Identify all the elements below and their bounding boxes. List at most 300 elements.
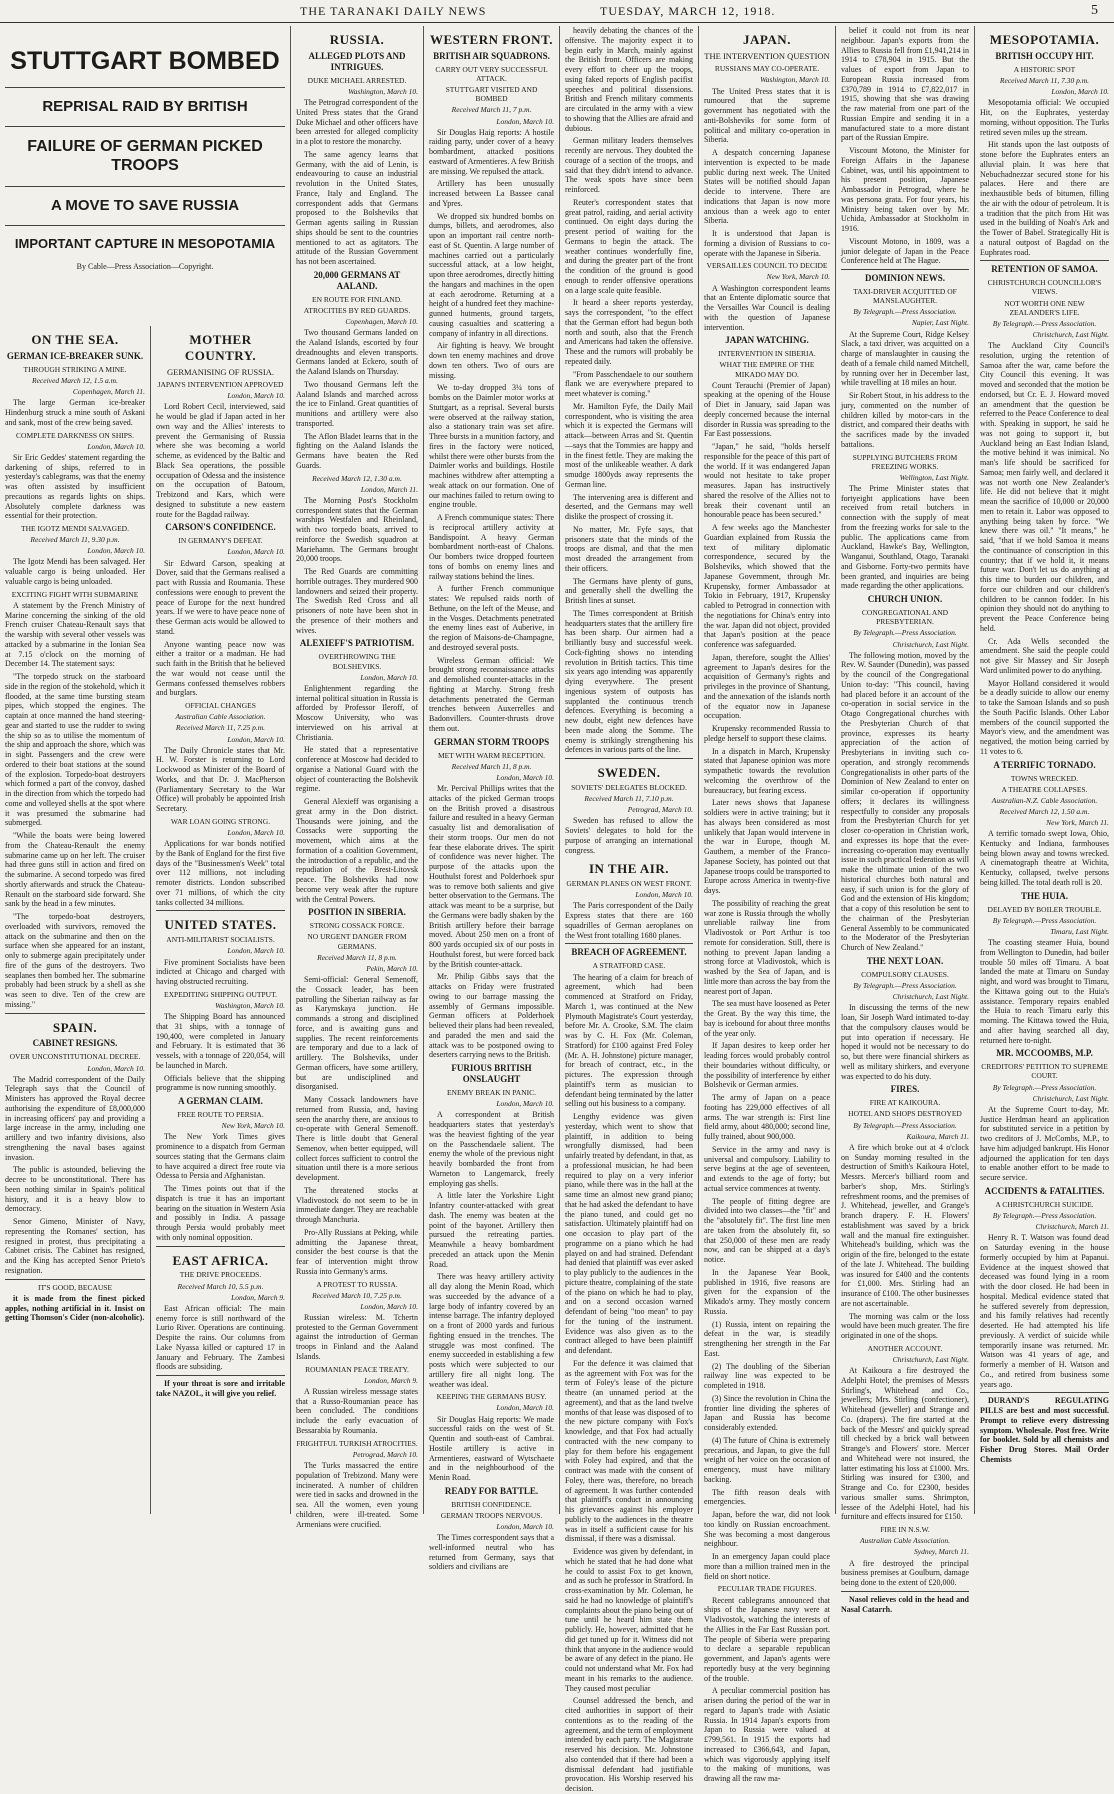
dateline: London, March 10. [496,116,554,126]
received-line: Received March 12, 1.30 a.m. [312,473,402,483]
paragraph: Sir Eric Geddes' statement regarding the darkening of ships, referred to in yesterday's cablegrams, was that the enemy was often assisted by insufficient precautions as regards lights on ships. Absolutely complete darkness was essential for their protection. [5,452,145,521]
paragraph: A few weeks ago the Manchester Guardian explained from Russia the text of military diplomatic correspondence, secured by the Bolsheviks, which showed that the Japanese Government, through Mr. Krupensky, former Ambassador at Tokio in February, 1917, Krupensky cabled to Petrograd in connection with the negotiations for China's entry into the war. Japan did not object, provided that Japan's position at the peace conference was safeguarded. [704,523,830,650]
paragraph: (4) The future of China is extremely precarious, and Japan, to give the full weight of her voice on the occasion of emergency, must have military backing. [704,1435,830,1484]
paragraph: Sir Edward Carson, speaking at Dover, said that the Germans realised a pact with Russia and Roumania. These confessions were enough to prevent the peace of Europe for the next hundred years. If we were to have peace none of these German acts would be allowed to stand. [156,558,285,636]
paragraph: The Times correspondent says that a well-informed neutral who has returned from Germany, says that soldiers and civilians are [429,1533,554,1572]
subheading: GERMAN TROOPS NERVOUS. [440,1510,543,1520]
received-line: Australian Cable Association. [175,712,266,722]
dateline: Napier, Last Night. [911,318,969,328]
paragraph: The coasting steamer Huia, bound from Wellington to Dunedin, had boiler trouble 50 miles off Timaru. A boat landed the mate at Timaru on Sunday night, and word was brought to Timaru, the Kittawa going out to the Huia's assistance. Temporary repairs enabled the Huia to reach Timaru early this morning. The Kittawa towed the Huia, and after having searched all day, returned here to-night. [980,938,1109,1045]
subheading: OFFICIAL CHANGES [185,701,256,711]
paragraph: The Shipping Board has announced that 31 ships, with a tonnage of 190,400, were completed in January and February. It is estimated that 36 vessels, with a tonnage of 220,054, will be launched in March. [156,1012,285,1070]
dateline: Kaikoura, March 11. [906,1131,969,1141]
subheading: HOTEL AND SHOPS DESTROYED [848,1109,962,1119]
paragraph: Two thousand Germans left the Aaland Islands and marched across the ice to Finland. Great quantities of munitions and artillery were also transported. [296,379,418,428]
subheading: EN ROUTE FOR FINLAND. [312,294,402,304]
advert-heading: IT'S GOOD, BECAUSE [37,1282,113,1292]
paragraph: A fire which broke out at 4 o'clock on Sunday morning resulted in the destruction of Smith's Kaikoura Hotel, Messrs. Mercer's billiard room and barber's shop, Mrs. Stirling's refreshment rooms, and the premises of J. Whitehead, jeweller, and Grange's branch drapery. F. H. Flowers' establishment was saved by a brick wall and the manual fire extinguisher. Whitehead's building, which was the origin of the fire, belonged to the estate of the late J. Whitehead. The building was insured for £400 and the contents for £1,000. Mrs. Stirling had an insurance of £100. The other businesses are not ascertainable. [841,1142,969,1308]
paragraph: Mesopotamia official: We occupied Hit, on the Euphrates, yesterday morning, without opposition. The Turks retired seven miles up the stream. [980,98,1109,137]
column-1 [0,326,150,1514]
paragraph: In a dispatch in March, Krupensky stated that Japanese opinion was more sympathetic towards the revolution welcoming the overthrow of the bureaucracy, but fearing excess. [704,746,830,795]
divider [5,1013,145,1014]
received-line: Received March 11, 8 p.m. [317,952,397,962]
paragraph: (1) Russia, intent on repairing the defeat in the war, is steadily strengthening her strength in the Far East. [704,1319,830,1358]
dateline: London, March 10. [1051,87,1109,97]
column-6 [699,26,835,1784]
paragraph: The Times points out that if the dispatch is true it has an important bearing on the situation in Western Asia and possibly in India. A passage through Persia would probably meet with only nominal opposition. [156,1184,285,1242]
paragraph: Air fighting is heavy. We brought down ten enemy machines and drove down ten others. Two of ours are missing. [429,341,554,380]
page-number: 5 [1091,3,1098,18]
dateline: London, March 10. [496,1522,554,1532]
subheading: TOWNS WRECKED. [1010,773,1079,783]
paragraph: "From Passchendaele to our southern flank we are everywhere prepared to meet whatever is coming." [565,369,693,398]
lead-headline-3: FAILURE OF GERMAN PICKED TROOPS [27,137,263,175]
received-line: By Telegraph.—Press Association. [992,318,1097,328]
paragraph: Henry R. T. Watson was found dead on Saturday evening in the house formerly occupied by him at Papanui. Evidence at the inquest showed that deceased was found lying in a room with the door closed. He had been in hospital. Medical evidence stated that he suffered severely from depression, and his family relatives had recently deserted. He had attempted his life previously. A verdict of suicide while temporarily insane was returned. Mr. Watson was 41 years of age, and formerly a member of H. Watson and Co., and retired from business some years ago. [980,1233,1109,1389]
article-heading: BRITISH AIR SQUADRONS. [433,50,550,61]
article-heading: JAPAN WATCHING. [725,335,809,346]
received-line: Received March 11, 7.10 p.m. [584,794,674,803]
dateline: Washington, March 10. [215,1000,285,1010]
subheading: JAPAN'S INTERVENTION APPROVED [157,380,284,390]
paragraph: "The torpedo struck on the starboard side in the region of the stokehold, which it flooded, at the same time bursting steam pipes, which stopped the engines. The captain at once manned the hand steering-gear and started to use the rudder to swing the ship so as to utilise the momentum of the ship and approach the shore, which was in sight. Passengers and the crew were ordered to their boat stations at the sound of the explosion. Torpedo-boat destroyers which formed a part of the convoy, dashed in the direction from which the torpedo had come and volleyed shells at the spot where it was presumed the submarine had submerged. [5,672,145,828]
paragraph: Applications for war bonds notified by the Bank of England for the first five days of the "Businessmen's Week" total over 112 millions, not including remoter districts. London subscribed over 71 millions, of which the city tanks collected 34 millions. [156,839,285,907]
lead-headline-5: IMPORTANT CAPTURE IN MESOPOTAMIA [14,236,276,252]
article-heading: MR. MCCOOMBS, M.P. [996,1048,1093,1059]
paragraph: A further French communique states: We repulsed raids north of Bethune, on the left of the Meuse, and in the Vosges. Detachments penetrated the enemy lines east of Auberive, in the region of Maisons-de-Champagne, and destroyed several posts. [429,584,554,652]
article-heading: ACCIDENTS & FATALITIES. [984,1185,1105,1196]
paragraph: Krupensky recommended Russia to pledge herself to support these claims. [704,724,830,743]
paragraph: Many Cossack landowners have returned from Russia, and, having seen the anarchy there, are anxious to co-operate with General Semenoff. There is little doubt that General Semenov, when better equipped, will collect forces sufficient to control the situation until there is a more serious development. [296,1095,418,1183]
paragraph: The Germans have plenty of guns, and generally shell the dwelling the British lines at sunset. [565,576,693,605]
section-heading: SWEDEN. [597,765,661,780]
subheading: A STRATFORD CASE. [592,961,666,971]
subheading: RUSSIANS MAY CO-OPERATE. [714,64,820,74]
paragraph: Mr. Hamilton Fyfe, the Daily Mail correspondent, who is visiting the area which it is expected the Germans will attack—between Arras and St. Quentin—says that the Tommies are happy and in the finest fettle. They are making the most of the unlikeable weather. A dark smudge 1800yds away represents the German line. [565,401,693,489]
paragraph: Sir Douglas Haig reports: We made successful raids on the west of St. Quentin and south-east of Cambrai. Hostile artillery is active in Armentieres, eastward of Wytschaete and in the neighbourhood of the Menin Road. [429,1414,554,1483]
paragraph: Count Terauchi (Premier of Japan) speaking at the opening of the House of Diet in January, said Japan was deeply concerned because the internal disorder in Russia was spreading to the Far East possessions. [704,380,830,439]
paragraph: Two thousand Germans landed on the Aaland Islands, escorted by four dreadnoughts and eleven transports. Germans landed at Eckero, south of the Aaland Islands on Thursday. [296,328,418,377]
article-heading: ALEXIEFF'S PATRIOTISM. [299,638,415,649]
paragraph: (2) The doubling of the Siberian railway line was expected to be completed in 1918. [704,1361,830,1391]
paragraph: The Paris correspondent of the Daily Express states that there are 160 squadrilles of German aeroplanes on the West front totalling 1680 planes. [565,901,693,940]
article-heading: FURIOUS BRITISH ONSLAUGHT [451,1063,532,1085]
dateline: Copenhagen, March 11. [72,387,145,397]
article-heading: GERMAN ICE-BREAKER SUNK. [6,350,144,361]
dateline: London, March 10. [227,391,285,401]
subheading: SOVIETS' DELEGATES BLOCKED. [571,782,687,792]
article-heading: GERMAN STORM TROOPS [433,736,550,747]
subheading: DUKE MICHAEL ARRESTED. [307,75,407,85]
paragraph: Mayor Holland considered it would be a deadly suicide to allow our enemy to take the Samoan Islands and so push the South Pacific Islands. Other Labor members of the council supported the Mayor's view, and the amendment was negatived, the motion being carried by 11 votes to 6. [980,678,1109,756]
divider [565,758,693,759]
subheading: WAR LOAN GOING STRONG. [170,816,271,826]
paragraph: The following motion, moved by the Rev. W. Saunder (Dunedin), was passed by the council of the Congregational Union to-day: "This council, having had placed before it an account of the co-operation in social service in the Otago Congregational churches with the Presbyterian Church of that province, expresses its hearty appreciation of the action of Presbyterians in inviting such co-operation, and strongly recommends Congregationalists in other parts of the Dominion of New Zealand to enter on similar co-operation if opportunity offers; it declares its willingness respectfully to consider any proposals from the Presbyterian Church for yet closer co-operation in Christian work, and expresses its hope that the ever-increasing co-operation may eventually issue in such practical federation as will make the ultimate union of the two historical churches both natural and easy, if such union is for the glory of God and the extension of His kingdom; that a copy of this resolution be sent to the chairman of the Presbyterian General Assembly to be communicated to the Moderator of the Presbyterian Church of New Zealand." [841,650,969,953]
section-heading: JAPAN. [743,32,791,47]
dateline: London, March 10. [227,828,285,838]
subheading: WHAT THE EMPIRE OF THE MIKADO MAY DO. [719,360,815,379]
paragraph: Wireless German official: We brought strong reconnaissance attacks and demolished counter-attacks in the fighting at Marchy. Strong fresh detachments penetrated the German trenches between Auxerrelles and Badonvillers. Counter-thrusts drove them out. [429,655,554,733]
dateline: London, March 10. [496,1403,554,1413]
dateline: London, March 10. [227,547,285,557]
dateline: London, March 11. [360,484,418,494]
advert-text: it is made from the finest picked apples, nothing artificial in it. Insist on getting Thomson's Cider (non-alcoholic). [5,1293,145,1323]
paragraph: Counsel addressed the bench, and cited authorities in support of their contentions as to the reading of the agreement, and the term of employment intended by each party. The Magistrate reserved his decision. Mr. Johnstone also contended that if there had been a dismissal defendant had justifiable provocation. His Worship reserved his decision. [565,1696,693,1794]
paragraph: heavily debating the chances of the offensive. The majority expect it to begin early in March, mainly against the British front. Officers are making every effort to cheer up the troops, using faked reports of English pacifist speeches and political dissensions. British and French military comments are circulated in the army with a view to showing that the Allies are afraid and dubious. [565,26,693,133]
paragraph: A peculiar commercial position has arisen during the period of the war in regard to Japan's trade with Asiatic Russia. In 1914 Japan's exports from Japan to Russia were valued at £799,561. In 1915 the exports had increased to £366,643, and Japan, which was vigorously applying itself to the making of munitions, was drawing all the raw ma- [704,1686,830,1784]
article-heading: ALLEGED PLOTS AND INTRIGUES. [308,50,406,72]
subheading: STUTTGART VISITED AND BOMBED [445,85,538,104]
divider [5,126,285,127]
dateline: Pekin, March 10. [366,963,418,973]
subheading: FRIGHTFUL TURKISH ATROCITIES. [296,1438,418,1448]
dateline: Christchurch, Last Night. [1032,329,1109,339]
paragraph: Viscount Motono, the Minister for Foreign Affairs in the Japanese Cabinet, was, until his appointment to his present position, Japanese Ambassador in Petrograd, where he was persona grata. For four years, his Ministry being taken over by Mr. Uchida, Ambassador at Stockholm in 1916. [841,146,969,233]
section-heading: MOTHER COUNTRY. [184,332,257,363]
subheading: FIRE AT KAIKOURA. [869,1098,941,1108]
dateline: New York, March 10. [766,272,830,282]
subheading: EXPEDITING SHIPPING OUTPUT. [164,989,277,999]
subheading: OVERTHROWING THE BOLSHEVIKS. [318,652,396,671]
subheading: KEEPING THE GERMANS BUSY. [436,1392,547,1402]
divider [980,260,1109,261]
paragraph: Lengthy evidence was given yesterday, which went to show that plaintiff, in addition to being wrongfully dismissed, had been unfairly treated by defendant, in that, as a professional musician, he had been required to play on a very inferior piano, while there was in the hall at the same time an almost new grand piano; that he had asked the defendant to have the piano tuned, and could get no satisfaction. Ultimately plaintiff had on one occasion to play part of the programme on a piano which he had played on and had strained. Defendant had denied that plaintiff was ever asked to play publicly to the audiences in the picture theatre, complaining of the state of the piano on which he had to play, and on a second occasion warned defendant of being "too mean" to pay for the tuning of the instrument. Evidence was also given as to the contract alleged to have been plaintiff and defendant. [565,1112,693,1356]
paragraph: Hit stands upon the last outposts of stone before the Euphrates enters an alluvial plain. It was here that Nebuchadnezzar secured stone for his palaces. Here and there are inexhaustible beds of bitumen, filling the air with the odour of petroleum. It is a tradition that the pitch from Hit was used in the building of Noah's Ark and the Tower of Babel. Strategically Hit is a natural outpost of Bagdad on the Euphrates road. [980,140,1109,257]
subheading: ENEMY BREAK IN PANIC. [446,1088,537,1097]
subheading: OVER UNCONSTITUTIONAL DECREE. [9,1052,141,1062]
article-heading: CHURCH UNION. [867,594,943,605]
subheading: EXCITING FIGHT WITH SUBMARINE [11,589,139,599]
paragraph: At the Supreme Court to-day, Mr. Justice Herdman heard an application for substituted service in a petition by two creditors of J. McCombs, M.P., to have him adjudged bankrupt. His Honor adjourned the application for ten days to enable another effort to be made to secure service. [980,1104,1109,1183]
advert-text: Nasol relieves cold in the head and Nasal Catarrh. [841,1594,969,1614]
paragraph: Sir Douglas Haig reports: A hostile raiding party, under cover of a heavy bombardment, attacked positions eastward of Armentieres. A few British are missing. We repulsed the attack. [429,127,554,176]
paragraph: Semi-official: General Semenoff, the Cossack leader, has been patrolling the Siberian railway as far as Karymskaya junction. He commands a strong and disciplined force, and is awaiting guns and supplies. The recent reinforcements are temporary and due to a lack of artillery. The Bolsheviks, under German officers, have some artillery, but are undisciplined and disorganised. [296,975,418,1092]
dateline: London, March 10. [227,946,285,956]
paragraph: The threatened stocks at Vladivostock do not seem to be in immediate danger. They are reachable through Manchuria. [296,1185,418,1225]
subheading: THE IGOTZ MENDI SALVAGED. [21,524,129,534]
subheading: BRITISH CONFIDENCE. [451,1499,532,1509]
dateline: London, March 9. [231,1292,285,1302]
paragraph: Cr. Ada Wells seconded the amendment. She said the people could not give Sir Massey and Sir Joseph Ward unlimited power to do anything. [980,636,1109,675]
dateline: London, March 10. [635,890,693,900]
paragraph: Sweden has refused to allow the Soviets' delegates to hold for the purpose of arranging an international congress. [565,816,693,855]
paragraph: Sir Robert Stout, in his address to the jury, commented on the number of children killed by motor-cars in the district, and compared their deaths with the sacrifices made by the invaded battalions. [841,391,969,449]
dateline: London, March 10. [87,441,145,451]
received-line: Received March 11, 7.25 p.m. [175,723,266,733]
paragraph: "Japan," he said, "holds herself responsible for the peace of this part of the world. If it was endangered Japan would not hesitate to take proper measures. Japan has instructively shared the resolve of the Allies not to break their covenant until an honourable peace has been secured." [704,442,830,520]
subheading: ANTI-MILITARIST SOCIALISTS. [166,935,275,945]
subheading: STRONG COSSACK FORCE. [309,921,405,931]
paragraph: If Japan desires to keep order her leading forces would probably control their boundaries without difficulty, or the possibility of interference by either Bolshevik or German armies. [704,1041,830,1090]
subheading: MET WITH WARM RECEPTION. [437,750,546,760]
newspaper-title: THE TARANAKI DAILY NEWS [300,4,487,18]
paragraph: Mr. Percival Phillips writes that the attacks of the picked German troops on the British proved a disastrous failure and resulted in a heavy German casualty list and demoralisation of their storm troops. Our men do not fear these elaborate drives. The spirit of confidence was never higher. The purpose of the attacks upon the Houthulst forest and Polderhoek spur was to remove both salients and give better observation to the Germans. The attack was meant to be a surprise, but the Germans were badly shaken by the British artillery before their barrage moved. About 250 men on a front of 800 yards occupied six of our posts in Houthulst forest, but were forced back by the British counter-attack. [429,784,554,969]
dateline: Petrograd, March 10. [352,1449,418,1459]
article-heading: READY FOR BATTLE. [444,1485,539,1496]
received-line: By Telegraph.—Press Association. [992,1082,1097,1092]
column-4 [424,26,559,1572]
paragraph: The Daily Chronicle states that Mr. H. W. Forster is returning to Lord Lockwood as Minister of the Board of Works, and that Dr. J. MacPherson (Parliamentary Secretary to the War Office) will probably be appointed Irish Secretary. [156,745,285,814]
section-heading: IN THE AIR. [588,861,670,877]
article-heading: 20,000 GERMANS AT AALAND. [313,269,401,291]
paragraph: The same agency learns that Germany, with the aid of Lenin, is endeavouring to cause an industrial revolution in the United States, France, Italy and England. The correspondent adds that Germans proposed to the Bolsheviks that German agents sailing in Russian ships should be sent to the countries mentioned to act as agitators. The attitude of the Russian Government has not been ascertained. [296,149,418,267]
subheading: FIRE IN N.S.W. [880,1525,930,1535]
paragraph: A despatch concerning Japanese intervention is expected to be made public during next week. The United States will be notified should Japan decide to intervene. There are indications that Japan is now more anxious than a week ago to enter Siberia. [704,148,830,226]
divider [156,1375,285,1376]
paragraph: Viscount Motono, in 1809, was a junior delegate of Japan in the Peace Conference held at The Hague. [841,236,969,266]
article-heading: POSITION IN SIBERIA. [308,907,406,918]
article-heading: RETENTION OF SAMOA. [991,264,1098,275]
received-line: Received March 11, 9.30 p.m. [30,535,120,545]
subheading: ROUMANIAN PEACE TREATY. [305,1364,409,1374]
article-heading: CARSON'S CONFIDENCE. [165,522,276,533]
dateline: Petrograd, March 10. [627,805,693,815]
advert-text: DURAND'S REGULATING PILLS are best and most successful. Prompt to relieve every distressing symptom. Wholesale. Post free. Write for booklet. Sold by all chemists and Fisher Drug Stores. Mail Order Chemists [980,1396,1109,1464]
subheading: COMPULSORY CLAUSES. [861,969,949,979]
article-heading: THE INTERVENTION QUESTION [704,50,830,61]
paragraph: It is understood that Japan is forming a division of Russians to co-operate with the Japanese in Siberia. [704,229,830,258]
divider [5,87,285,88]
column-8 [975,26,1114,1514]
received-line: Received March 11, 7 p.m. [451,105,532,115]
column-3 [291,26,423,1529]
lead-headline-1: STUTTGART BOMBED [10,47,280,75]
paragraph: "While the boats were being lowered from the Chateau-Renault the enemy submarine came up on her left. The cruiser had three guns still in action and fired on the submarine. A second torpedo was fired shortly afterwards and struck the Chateau-Renault on the starboard side forward. She sank by the head in a few minutes. [5,831,145,909]
paragraph: Artillery has been unusually increased between La Bassee canal and Ypres. [429,179,554,208]
dateline: Washington, March 10. [348,86,418,96]
subheading: DELAYED BY BOILER TROUBLE. [987,904,1102,914]
subheading: VERSAILLES COUNCIL TO DECIDE [706,261,828,271]
divider [5,1279,145,1280]
column-2 [151,326,290,1514]
paragraph: A Russian wireless message states that a Russo-Roumanian peace has been concluded. The conditions include the early evacuation of Bessarabia by Roumania. [296,1386,418,1435]
subheading: THROUGH STRIKING A MINE. [23,364,127,374]
article-heading: DOMINION NEWS. [864,273,945,283]
paragraph: Russian wireless: M. Tchertn protested to the German Government against the introduction of German troops in Finland and the Aaland Islands. [296,1312,418,1361]
divider [841,1591,969,1592]
subheading: FREE ROUTE TO PERSIA. [177,1110,264,1120]
paragraph: "The torpedo-boat destroyers, overloaded with survivors, removed the attack on the submarine and then on the surface when she appeared for an instant, only to submerge again precipitately under fire of the guns of the destroyers. Two seaplanes then bombed her. The submarine probably had been struck by a shell as she was seen to dive. Ten of the crew are missing." [5,912,145,1009]
dateline: London, March 10. [87,1063,145,1073]
subheading: GERMAN PLANES ON WEST FRONT. [566,879,692,889]
received-line: Received March 10, 5.5 p.m. [177,1281,264,1291]
paragraph: It heard a sheer reports yesterday, says the correspondent, "to the effect that the German effort had begun both north and south, also that the French and Americans had taken the offensive. These and the rumors will probably be repeated daily. [565,298,693,366]
received-line: By Telegraph.—Press Association. [853,307,957,317]
paragraph: The public is astounded, believing the decree to be unconstitutional. There has been nothing similar in Spain's political history, and it is a heavy blow to democracy. [5,1165,145,1214]
paragraph: General Alexieff was organising a great army in the Don district. Thousands were joining, and the Cossacks were supporting the movement, which aims at the formation of a coalition Government, the introduction of a republic, and the repudiation of the Brest-Litovsk peace. The Bolsheviks had now become very weak after the rupture with the Central Powers. [296,797,418,904]
subheading: A PROTEST TO RUSSIA. [316,1279,398,1289]
received-line: Received March 11, 8 p.m. [451,761,532,771]
paragraph: The Red Guards are committing horrible outrages. They murdered 900 landowners and seized their property. The Swedish Red Cross and all prisoners of note have been shot in the presence of their mothers and wives. [296,567,418,635]
received-line: By Telegraph.—Press Association. [992,915,1097,925]
article-heading: FIRES. [890,1084,920,1095]
dateline: New York, March 10. [221,1121,285,1131]
paragraph: We to-day dropped 3¼ tons of bombs on the Daimler motor works at Stuttgart, as a reprisal. Several bursts were observed at the railway station, also a stationary train was set afire. Three bursts in a munition factory, and fires in the factory were noticed, whilst there were other bursts from the Daimler works and buildings. Hostile machines withdrew after attempting a weak attack on our formation. One of our machines failed to return owing to engine trouble. [429,383,554,510]
paragraph: The Times correspondent at British headquarters states that the artillery fire has been sharp. Our airmen had a brilliantly busy and successful week. Cock-fighting shows no intending revolution in British tactics. This time six years ago intending was apparently dying everywhere. The present ingenious system of outposts has supplanted the continuous trench defences. Everything is becoming a new doubt, eight new defences have been made along the Somme. The enemy is strikingly strengthening his defences in various parts of the line. [565,608,693,755]
dateline: Sydney, March 11. [914,1547,969,1557]
subheading: NOT WORTH ONE NEW ZEALANDER'S LIFE. [1004,298,1085,317]
dateline: Timaru, Last Night. [1050,926,1109,936]
paragraph: Japan, therefore, sought the Allies' agreement to Japan's desires for the acquisition of Germany's rights and privileges in the province of Shantung, and the annexation of the islands north of the equator now in Japanese occupation. [704,652,830,721]
dateline: London, March 10. [227,734,285,744]
subheading: ANOTHER ACCOUNT. [867,1343,943,1353]
divider [841,269,969,270]
paragraph: German military leaders themselves recently are nervous. They doubted the courage of a section of the troops, and said that they didn't intend to advance. The weak spots have since been reinforced. [565,136,693,194]
byline: By Cable—Press Association—Copyright. [76,261,214,271]
section-heading: WESTERN FRONT. [429,32,554,47]
received-line: Received March 11, 7.30 p.m. [999,75,1090,85]
paragraph: (3) Since the revolution in China the frontier line dividing the spheres of Japan and Russia has become considerably extended. [704,1393,830,1433]
dateline: Wellington, Last Night. [899,472,969,482]
paragraph: A correspondent at British headquarters states that yesterday's was the heaviest fighting of the year on the Passchendaele salient. The enemy the whole of the previous night heavily bombarded the front from Warneton to Langemarck, freely employing gas shells. [429,1110,554,1188]
paragraph: East African official: The main enemy force is still northward of the Lurio River. Operations are continuing. Despite the rains. Our columns from Lake Nyassa killed or captured 17 in January and February. The Zambesi floods are subsiding. [156,1303,285,1372]
dateline: Copenhagen, March 10. [345,317,418,327]
section-heading: EAST AFRICA. [172,1252,269,1268]
paragraph: The Madrid correspondent of the Daily Telegraph says that the Council of Ministers has approved the Royal decree authorising the expenditure of £8,000,000 in increasing officers' pay and providing a large increase in the army, including one artillery and two infantry divisions, also strengthening the naval bases against invasion. [5,1074,145,1162]
paragraph: The people of fitting degree are divided into two classes—the "fit" and the "absolutely fit". The first line men are taken from the absolutely fit, so that 250,000 of these men are ready now, and can be shipped at a day's notice. [704,1196,830,1265]
paragraph: Officials believe that the shipping programme is now running smoothly. [156,1073,285,1093]
column-7 [836,26,974,1614]
received-line: Australian-N.Z. Cable Association. [991,795,1098,805]
lead-area [0,26,290,326]
subheading: NO URGENT DANGER FROM GERMANS. [307,932,407,951]
section-heading: UNITED STATES. [164,917,277,933]
paragraph: In the Japanese Year Book, published in 1916, five reasons are given for the expansion of the Mikado's army. They mostly concern Russia. [704,1267,830,1316]
article-heading: THE HUIA. [1020,890,1068,901]
subheading: IN GERMANY'S DEFEAT. [178,536,263,546]
received-line: Received March 12, 1.50 a.m. [999,806,1090,816]
subheading: INTERVENTION IN SIBERIA. [718,349,816,359]
section-heading: ON THE SEA. [31,332,119,347]
subheading: TAXI-DRIVER ACQUITTED OF MANSLAUGHTER. [853,286,957,306]
divider [156,910,285,911]
column-5 [560,26,698,1794]
paragraph: Five prominent Socialists have been indicted at Chicago and charged with having obstructed recruiting. [156,957,285,987]
paragraph: No matter, Mr. Fyfe says, that prisoners state that the minds of the troops are dismal, and that the men most dreaded the arrangement from their officers. [565,524,693,573]
paragraph: Japan, before the war, did not look too kindly on Russian encroachment. She was becoming a most dangerous neighbour. [704,1510,830,1549]
paragraph: Recent cablegrams announced that ships of the Japanese navy were at Vladivostok, watching the interests of the Allies in the Far East Russian port. The people of Siberia were preparing to declare a separable republican government, and Japan's agents were reportedly busy at the very beginning of the trouble. [704,1595,830,1683]
section-heading: MESOPOTAMIA. [989,32,1100,47]
subheading: CREDITORS' PETITION TO SUPREME COURT. [981,1062,1108,1081]
paragraph: The fifth reason deals with emergencies. [704,1487,830,1507]
paragraph: A French communique states: There is reciprocal artillery activity at Bandispoint. A heavy German bombardment north-east of Chalons. Our bombers twice dropped fourteen tons of bombs on enemy lines and railway stations behind the lines. [429,513,554,581]
paragraph: For the defence it was claimed that as the agreement with Fox was for the term of Foley's lease of the picture theatre (an unnamed period at the agreement), and that as the land twelve months of that lease was disposed of to the new picture company with Fox's knowledge, and that Fox had actually contracted with the new company to play for them before his engagement with Foley had expired, and that the contract was made with the consent of Foley, there was, therefore, no breach of agreement. It was further contended that plaintiff's conduct in announcing his grievances against his employer publicly to the audiences in the theatre was in itself a sufficient cause for his dismissal, if there was a dismissal. [565,1358,693,1544]
paragraph: The possibility of reaching the great war zone is Russia through the wholly unreliable railway line from Vladivostok or Port Arthur is too remote for consideration. Still, there is nothing to prevent Japan landing a strong force at Vladivostok, which is washed by the Sea of Japan, and is little more than across the bay from the nearest port of Japan. [704,898,830,996]
received-line: By Telegraph.—Press Association. [853,1120,957,1130]
divider [980,1392,1109,1393]
subheading: A CHRISTCHURCH SUICIDE. [995,1199,1094,1209]
subheading: ATROCITIES BY RED GUARDS. [303,305,411,315]
paragraph: The army of Japan on a peace footing has 229,000 effectives of all arms. The war strength is: First line field army, about 480,000; second line, fully trained, about 900,000. [704,1093,830,1142]
paragraph: There was heavy artillery activity all day along the Menin Road, which was succeeded by the advance of a large body of infantry covered by an intense barrage. The infantry deployed on a front of 2000 yards and furious fighting ensued in the trenches. The struggle was most confined. The enemy succeeded in establishing a few posts which were subjected to our artillery fire all night long. The weather was ideal. [429,1272,554,1389]
paragraph: The Morning Post's Stockholm correspondent states that the German warships Westfalen and Rheinland, with two torpedo boats, arrived to reinforce the Swedish squadron at Mariehamn. The Germans brought 20,000 troops. [296,495,418,564]
paragraph: Evidence was given by defendant, in which he stated that he had done what he could to assist Fox to get known, and as such he professor in Stratford. In cross-examination by Mr. Coleman, he said he had no knowledge of plaintiff's complaints about the piano being out of tune until he heard him state them publicly. He, however, admitted that he did get tuned up for it. Witness did not think that anyone in the audience would be aware of any defect in the piano. He could not understand what Mr. Fox had meant in his remarks to the audience. They caused most peculiar [565,1547,693,1693]
paragraph: Service in the army and navy is universal and compulsory. Liability to serve begins at the age of seventeen, and extends to the age of forty; but actual service commences at twenty. [704,1144,830,1193]
lead-headline-4: A MOVE TO SAVE RUSSIA [50,196,240,214]
dateline: Christchurch, Last Night. [892,1355,969,1365]
dateline: Washington, March 10. [760,75,830,85]
section-heading: SPAIN. [52,1019,98,1035]
dateline: London, March 10. [360,672,418,682]
dateline: London, March 9. [364,1375,418,1385]
dateline: New York, March 11. [1046,818,1109,828]
paragraph: The intervening area is different and deserted, and the Germans may well dislike the prospect of crossing it. [565,492,693,521]
received-line: By Telegraph.—Press Association. [853,981,957,991]
paragraph: Senor Gimeno, Minister of Navy, representing the Romanes' section, has resigned in protest, thus precipitating a Cabinet crisis. The Cabinet has resigned, and the King has accepted Senor Prieto's resignation. [5,1217,145,1275]
dateline: Christchurch, Last Night. [892,992,969,1002]
dateline: London, March 10. [496,1099,554,1109]
paragraph: A terrific tornado swept Iowa, Ohio, Kentucky and Indiana, farmhouses being blown away and towns wrecked. A cinematograph theatre at Wichita, Kentucky, collapsed, twelve persons being killed. The total death roll is 20. [980,829,1109,887]
paragraph: The Igotz Mendi has been salvaged. Her valuable cargo is being unloaded. Her valuable cargo is being unloaded. [5,557,145,586]
received-line: Received March 12, 1.5 a.m. [32,375,118,385]
subheading: PECULIAR TRADE FIGURES. [717,1584,817,1594]
paragraph: In an emergency Japan could place more than a million trained men in the field on short notice. [704,1552,830,1581]
article-heading: THE NEXT LOAN. [866,955,944,966]
divider [5,225,285,226]
dateline: Christchurch, March 11. [1035,1222,1109,1232]
article-heading: GERMANISING OF RUSSIA. [167,366,274,377]
subheading: SUPPLYING BUTCHERS FROM FREEZING WORKS. [852,452,958,471]
divider [565,943,693,944]
dateline: London, March 10. [496,772,554,782]
paragraph: Enlightenment regarding the internal political situation in Russia is afforded by Professor Ileroff, of Moscow University, who was interviewed on his arrival at Christiania. [296,683,418,742]
article-heading: BREACH OF AGREEMENT. [571,947,687,958]
divider [156,1246,285,1247]
article-heading: BRITISH OCCUPY HIT. [995,50,1094,61]
paragraph: Lord Robert Cecil, interviewed, said he would be glad if Japan acted in her own way and the Allies' interests to prevent the Germanising of Russia where she was becoming a world scheme, as evidenced by the Baltic and Black Sea operations, the possible occupation of Odessa and the insistence on the occupation of Batoum, Trebizond and Kars, which were designed to substitute a new eastern route for the Bagdad railway. [156,402,285,519]
advert-text: If your throat is sore and irritable take NAZOL, it will give you relief. [156,1379,285,1398]
subheading: CHRISTCHURCH COUNCILLOR'S VIEWS. [987,278,1102,297]
paragraph: The sea must have loosened as Peter the Great. By the way this time, the bay is icebound for about three months of the year only. [704,999,830,1038]
paragraph: The hearing of a claim for breach of agreement, which had been commenced at Stratford on Friday, March 1, was continued at the New Plymouth Magistrate's Court yesterday, before Mr. A. Crooke, S.M. The claim was by C. H. Fox (Mr. Coleman, Stratford) for £100 against Fred Foley (Mr. A. H. Johnstone) picture manager, for breach of contract, etc., in the pictures. The expression through plaintiff's term as musician to defendant being terminated by the latter selling out his business to a company. [565,972,693,1109]
subheading: COMPLETE DARKNESS ON SHIPS. [16,430,134,440]
received-line: By Telegraph.—Press Association. [992,1211,1097,1221]
subheading: CONGREGATIONAL AND PRESBYTERIAN. [861,608,949,627]
dateline: Christchurch, Last Night. [892,639,969,649]
paragraph: He stated that a representative conference at Moscow had decided to organise a National Guard with the object of counteracting the Bolshevik regime. [296,745,418,794]
masthead [0,0,1114,23]
subheading: CARRY OUT VERY SUCCESSFUL ATTACK. [435,64,548,83]
subheading: A HISTORIC SPOT [1013,64,1076,74]
paragraph: At Kaikoura a fire destroyed the Adelphi Hotel; the premises of Messrs Stirling's, Whitehead and Co., jewellers; Mrs. Stirling (confectioner), Whitehead (jeweller) and Strange and Co. (drapers). The fire started at the back of the Messrs' and quickly spread till checked by a brick wall between Strange's and Flowers' store. Mercer and Whitehead were not insured, the latter estimating his loss at £1000. Mrs. Stirling was insured for £300, and Strange and Co. for £2300, besides various smaller sums. Shrimpton, lessee of the Adelphi Hotel, had his furniture and effects insured for £150. [841,1366,969,1522]
received-line: Received March 10, 7.25 p.m. [312,1290,402,1300]
lead-headline-2: REPRISAL RAID BY BRITISH [42,97,248,115]
paragraph: The Petrograd correspondent of the United Press states that the Grand Duke Michael and other officers have been arrested for alleged complicity in a plot to restore the monarchy. [296,98,418,147]
paragraph: Pro-Ally Russians at Peking, while admitting the Japanese threat, consider the best course is that the fear of intervention might throw Russia into Germany's arms. [296,1227,418,1276]
dateline: London, March 10. [87,546,145,556]
paragraph: belief it could not from its near neighbour. Japan's exports from the Allies to Russia fell from £1,941,214 in 1914 to £78,904 in 1915. But the values of export from Japan to European Russia increased from £370,789 in 1914 to £7,822,017 in 1915, showing that she was drawing the raw material from one part of the Russian Empire and sending it in a manufactured state to a more distant part of the Russian Empire. [841,26,969,143]
dateline: Christchurch, Last Night. [1032,1093,1109,1103]
paragraph: The Aflon Bladet learns that in the fighting on the Aaland Islands the Germans have beaten the Red Guards. [296,431,418,470]
received-line: Australian Cable Association. [859,1536,951,1546]
received-line: By Telegraph.—Press Association. [853,628,957,638]
paragraph: A fire destroyed the principal business premises at Goulburn, damage being done to the extent of £20,000. [841,1558,969,1588]
divider [5,186,285,187]
paragraph: The morning was calm or the loss would have been much greater. The fire originated in one of the shops. [841,1311,969,1341]
paragraph: Mr. Philip Gibbs says that the attacks on Friday were frustrated owing to our barrage massing the assembly of Germans impossible. German officers at Polderhoek believed their plans had been revealed, and paraded the men and said the attack was to be postponed owing to deserters carrying news to the British. [429,972,554,1060]
article-heading: A GERMAN CLAIM. [178,1096,263,1107]
paragraph: Reuter's correspondent states that great patrol, raiding, and aerial activity continued. On eight days during the present period of waiting for the Germans to begin the attack. The weather continues wonderfully fine, and during the greater part of the front the condition of the ground is good enough to render offensive operations on a large scale quite feasible. [565,197,693,295]
paragraph: A statement by the French Ministry of Marine concerning the sinking of the old French cruiser Chateau-Renault says that the warship with several other vessels was attacked by a submarine in the Ionian Sea at 7.15 o'clock on the morning of December 14. The statement says: [5,600,145,669]
paragraph: The large German ice-breaker Hindenburg struck a mine south of Askani and sank, most of the crew being saved. [5,398,145,427]
paragraph: In discussing the terms of the new loan, Sir Joseph Ward intimated to-day that the compulsory clauses would be put into operation if necessary. He hoped it would not be necessary to do so, but there were financial shirkers as well as military shirkers, and everyone was expected to do his duty. [841,1003,969,1081]
subheading: THE DRIVE PROCEEDS. [179,1270,262,1280]
paragraph: A little later the Yorkshire Light Infantry counter-attacked with great dash. The enemy was beaten at the point of the bayonet. Artillery then pursued the retreating parties. Meanwhile a heavy bombardment preceded an attack upon the Menin Road. [429,1191,554,1269]
paragraph: A Washington correspondent learns that an Entente diplomatic source that the Versailles War Council is dealing with the question of Japanese intervention. [704,283,830,332]
paragraph: The Auckland City Council's resolution, urging the retention of Samoa after the war, came before the City Council this evening. It was moved and seconded that the motion be endorsed, but Cr. E. J. Howard moved an amendment that the question be referred to the Peace Conference to deal with. Speaking in support, he said he was not going to support it, but Auckland being an East Indian Island, the motive behind it was inimical. No man's life should be sacrificed for Samoa; men fairly well, and declared it was not worth one New Zealander's life. He did not believe that it might mean the sacrifice of 10,000 or 20,000 men to retain it. Labor was opposed to anything being taken by force. "We knew there was oil." "It means," he said, "that if we hold Samoa it means the continuance of conscription in this country; that if we hold it, it means future war. Don't let us do anything at this time to burden our children, and force our children and our children's children to be cannon fodder. In his opinion they should not do anything to prevent the Peace Conference being held. [980,341,1109,633]
paragraph: We dropped six hundred bombs on dumps, billets, and aerodromes, also upon an important rail centre north-east of St. Quentin. A large number of machines carried out a particularly successful attack, at a low height, upon three aerodromes, directly hitting the hangars and machines in the open at each aerodrome. Returning at a height of a hundred feet they machine-gunned hutments, ground targets, causing casualties and scattering a company of infantry in all directions. [429,211,554,338]
article-heading: A TERRIFIC TORNADO. [993,759,1096,770]
